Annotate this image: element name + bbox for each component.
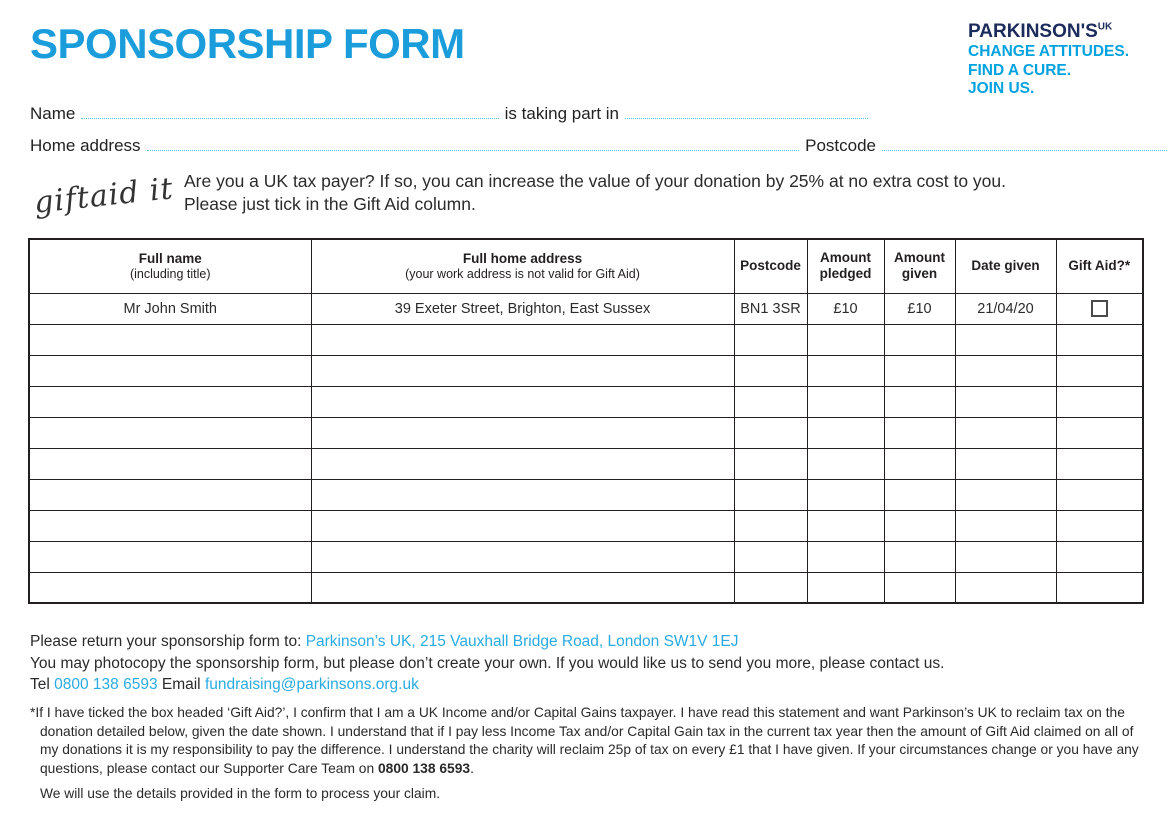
cell-date_given: 21/04/20 bbox=[955, 293, 1056, 324]
cell-date_given bbox=[955, 417, 1056, 448]
column-header-title: Amount pledged bbox=[819, 250, 872, 282]
column-header-postcode bbox=[734, 239, 807, 293]
logo-tagline-line-1: CHANGE ATTITUDES. bbox=[968, 43, 1130, 60]
logo-tagline-line-3: JOIN US. bbox=[968, 80, 1035, 97]
cell-amount_given bbox=[884, 355, 955, 386]
cell-full_name bbox=[29, 541, 311, 572]
column-header-full_name bbox=[29, 239, 311, 293]
cell-date_given bbox=[955, 324, 1056, 355]
column-header-title: Amount given bbox=[894, 250, 945, 282]
cell-gift_aid bbox=[1056, 417, 1143, 448]
column-header-title: Postcode bbox=[740, 258, 801, 274]
cell-home_address: 39 Exeter Street, Brighton, East Sussex bbox=[311, 293, 734, 324]
tel-email-line: Tel 0800 138 6593 Email fundraising@parkinsons.org.uk bbox=[30, 676, 419, 693]
parkinsons-uk-logo bbox=[968, 22, 1129, 99]
cell-amount_given bbox=[884, 572, 955, 603]
logo-tagline bbox=[968, 43, 1129, 99]
cell-amount_pledged bbox=[807, 448, 884, 479]
return-address-line: Please return your sponsorship form to: Parkinson’s UK, 215 Vauxhall Bridge Road, London SW1V 1EJ bbox=[30, 633, 739, 650]
giftaid-intro-text bbox=[184, 170, 1006, 216]
cell-home_address bbox=[311, 417, 734, 448]
column-header-gift_aid bbox=[1056, 239, 1143, 293]
cell-gift_aid bbox=[1056, 479, 1143, 510]
cell-home_address bbox=[311, 355, 734, 386]
cell-postcode bbox=[734, 448, 807, 479]
gift-aid-checkbox bbox=[1091, 300, 1108, 317]
cell-home_address bbox=[311, 572, 734, 603]
table-row bbox=[29, 572, 1143, 603]
cell-amount_pledged bbox=[807, 386, 884, 417]
sponsor-table bbox=[28, 238, 1144, 604]
taking-part-label: is taking part in bbox=[504, 104, 619, 123]
cell-amount_given bbox=[884, 417, 955, 448]
column-header-title: Date given bbox=[971, 258, 1040, 274]
cell-date_given bbox=[955, 386, 1056, 417]
cell-postcode bbox=[734, 386, 807, 417]
cell-amount_pledged: £10 bbox=[807, 293, 884, 324]
cell-gift_aid bbox=[1056, 293, 1143, 324]
column-header-amount_pledged bbox=[807, 239, 884, 293]
declaration-paragraph: *If I have ticked the box headed ‘Gift Aid?’, I confirm that I am a UK Income and/or Capital Gains taxpayer. I have read this statement and want Parkinson’s UK to reclaim tax on the donation detailed below, given the date shown. I understand that if I pay less Income Tax and/or Capital Gain tax in the current tax year then the amount of Gift Aid claimed on all of my donations it is my responsibility to pay the difference. I understand the charity will reclaim 25p of tax on every £1 that I have given. If your circumstances change or you have any questions, please contact our Supporter Care Team on 0800 138 6593. bbox=[30, 705, 1139, 776]
cell-home_address bbox=[311, 448, 734, 479]
column-header-title: Full home address bbox=[462, 250, 583, 266]
cell-gift_aid bbox=[1056, 355, 1143, 386]
table-row bbox=[29, 510, 1143, 541]
cell-postcode bbox=[734, 572, 807, 603]
cell-amount_pledged bbox=[807, 510, 884, 541]
column-header-date_given bbox=[955, 239, 1056, 293]
cell-home_address bbox=[311, 541, 734, 572]
table-body bbox=[29, 293, 1143, 603]
cell-amount_pledged bbox=[807, 572, 884, 603]
return-address: Parkinson’s UK, 215 Vauxhall Bridge Road, London SW1V 1EJ bbox=[305, 633, 739, 650]
postcode-label: Postcode bbox=[805, 136, 876, 155]
cell-amount_given bbox=[884, 479, 955, 510]
cell-full_name bbox=[29, 572, 311, 603]
cell-full_name bbox=[29, 417, 311, 448]
cell-home_address bbox=[311, 324, 734, 355]
cell-postcode bbox=[734, 510, 807, 541]
table-row bbox=[29, 324, 1143, 355]
cell-full_name bbox=[29, 479, 311, 510]
giftaid-intro-line-2: Please just tick in the Gift Aid column. bbox=[184, 194, 476, 214]
cell-postcode bbox=[734, 355, 807, 386]
table-row bbox=[29, 355, 1143, 386]
cell-date_given bbox=[955, 510, 1056, 541]
cell-amount_pledged bbox=[807, 324, 884, 355]
column-header-amount_given bbox=[884, 239, 955, 293]
cell-gift_aid bbox=[1056, 572, 1143, 603]
postcode-input-line bbox=[882, 134, 1167, 151]
giftaid-section bbox=[32, 170, 1154, 221]
cell-gift_aid bbox=[1056, 324, 1143, 355]
cell-full_name bbox=[29, 355, 311, 386]
table-row bbox=[29, 293, 1143, 324]
cell-amount_pledged bbox=[807, 417, 884, 448]
cell-amount_given bbox=[884, 324, 955, 355]
home-address-input-line bbox=[147, 134, 800, 151]
cell-home_address bbox=[311, 479, 734, 510]
logo-tagline-line-2: FIND A CURE. bbox=[968, 61, 1072, 79]
cell-date_given bbox=[955, 572, 1056, 603]
cell-full_name: Mr John Smith bbox=[29, 293, 311, 324]
cell-postcode bbox=[734, 417, 807, 448]
cell-amount_given: £10 bbox=[884, 293, 955, 324]
column-header-home_address bbox=[311, 239, 734, 293]
address-field-line bbox=[30, 134, 1167, 156]
column-header-title: Full name bbox=[138, 250, 202, 266]
photocopy-line: You may photocopy the sponsorship form, but please don’t create your own. If you would like us to send you more, please contact us. bbox=[30, 654, 945, 672]
cell-amount_given bbox=[884, 386, 955, 417]
cell-full_name bbox=[29, 510, 311, 541]
cell-postcode bbox=[734, 479, 807, 510]
table-row bbox=[29, 386, 1143, 417]
column-header-subtitle: (your work address is not valid for Gift Aid) bbox=[405, 266, 640, 281]
name-input-line bbox=[81, 102, 498, 119]
event-input-line bbox=[625, 102, 868, 119]
cell-full_name bbox=[29, 448, 311, 479]
table-header-row bbox=[29, 239, 1143, 293]
participant-fields bbox=[30, 102, 1167, 156]
table-row bbox=[29, 479, 1143, 510]
cell-amount_pledged bbox=[807, 355, 884, 386]
home-address-label: Home address bbox=[30, 136, 141, 155]
cell-postcode: BN1 3SR bbox=[734, 293, 807, 324]
column-header-subtitle: (including title) bbox=[129, 266, 211, 281]
name-field-line bbox=[30, 102, 868, 124]
tel-number: 0800 138 6593 bbox=[54, 676, 158, 693]
cell-postcode bbox=[734, 541, 807, 572]
giftaid-it-logo: giftaid it bbox=[32, 171, 176, 221]
cell-amount_given bbox=[884, 510, 955, 541]
supporter-care-phone: 0800 138 6593 bbox=[377, 760, 471, 776]
logo-brand-sup: UK bbox=[1097, 21, 1113, 33]
name-label: Name bbox=[30, 104, 76, 123]
table-row bbox=[29, 448, 1143, 479]
cell-amount_given bbox=[884, 541, 955, 572]
cell-gift_aid bbox=[1056, 386, 1143, 417]
cell-amount_given bbox=[884, 448, 955, 479]
cell-amount_pledged bbox=[807, 541, 884, 572]
claim-processing-line: We will use the details provided in the form to process your claim. bbox=[40, 786, 441, 802]
cell-postcode bbox=[734, 324, 807, 355]
giftaid-intro-line-1: Are you a UK tax payer? If so, you can increase the value of your donation by 25% at no extra cost to you. bbox=[184, 171, 1007, 191]
cell-gift_aid bbox=[1056, 448, 1143, 479]
footer-contact-block bbox=[30, 631, 1150, 696]
table-row bbox=[29, 417, 1143, 448]
cell-home_address bbox=[311, 386, 734, 417]
column-header-title: Gift Aid?* bbox=[1068, 258, 1131, 274]
cell-gift_aid bbox=[1056, 510, 1143, 541]
email-address: fundraising@parkinsons.org.uk bbox=[204, 676, 419, 693]
cell-date_given bbox=[955, 355, 1056, 386]
cell-home_address bbox=[311, 510, 734, 541]
cell-date_given bbox=[955, 448, 1056, 479]
cell-date_given bbox=[955, 541, 1056, 572]
table-row bbox=[29, 541, 1143, 572]
cell-amount_pledged bbox=[807, 479, 884, 510]
cell-full_name bbox=[29, 324, 311, 355]
logo-brand: $PARKINSON'S^{UK}$ bbox=[968, 21, 1113, 42]
cell-date_given bbox=[955, 479, 1056, 510]
cell-full_name bbox=[29, 386, 311, 417]
gift-aid-declaration bbox=[30, 704, 1147, 804]
page-title: SPONSORSHIP FORM bbox=[30, 20, 465, 67]
cell-gift_aid bbox=[1056, 541, 1143, 572]
